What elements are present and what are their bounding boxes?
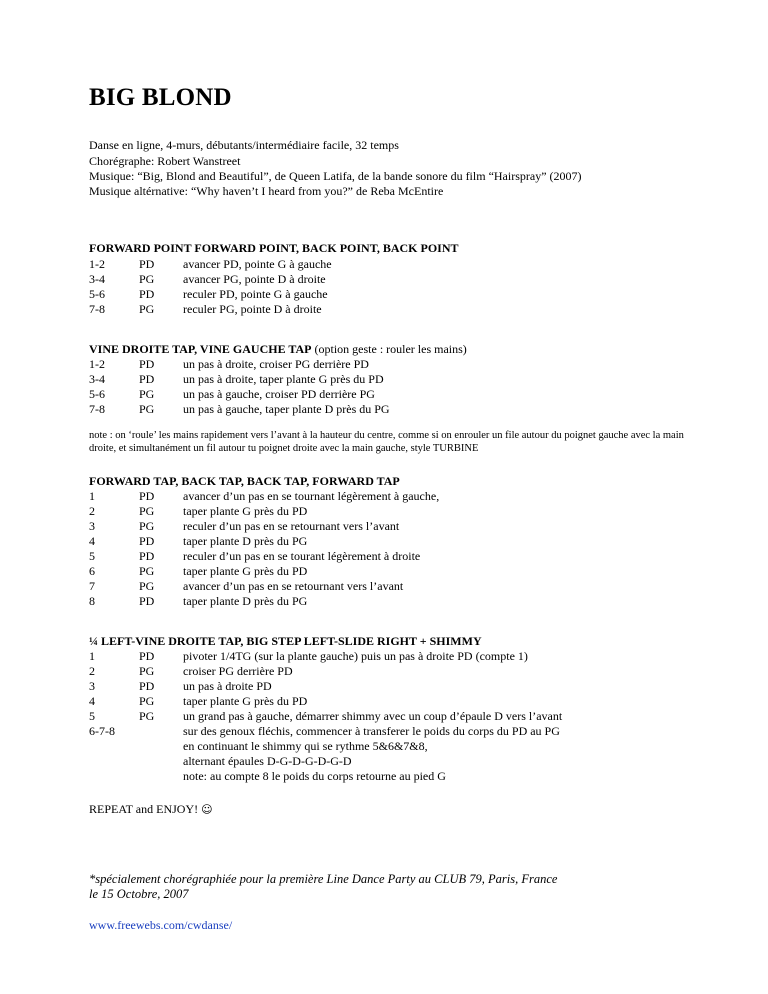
step-foot: PG xyxy=(139,519,155,533)
step-foot: PD xyxy=(139,549,155,563)
section-heading: VINE DROITE TAP, VINE GAUCHE TAP xyxy=(89,342,312,356)
step-desc: un pas à droite, croiser PG derrière PD xyxy=(183,357,369,371)
step-count: 5-6 xyxy=(89,287,105,301)
step-foot: PD xyxy=(139,649,155,663)
step-foot: PD xyxy=(139,372,155,386)
step-count: 7-8 xyxy=(89,402,105,416)
step-desc: reculer d’un pas en se retournant vers l’avant xyxy=(183,519,400,533)
step-foot: PG xyxy=(139,564,155,578)
step-desc: reculer PD, pointe G à gauche xyxy=(183,287,328,301)
step-count: 3 xyxy=(89,679,95,693)
step-desc: taper plante G près du PD xyxy=(183,564,308,578)
step-count: 8 xyxy=(89,594,95,608)
step-foot: PG xyxy=(139,579,155,593)
step-foot: PG xyxy=(139,709,155,723)
step-desc: avancer d’un pas en se tournant légèrement à gauche, xyxy=(183,489,440,503)
step-foot: PG xyxy=(139,387,155,401)
step-foot: PD xyxy=(139,257,155,271)
step-foot: PG xyxy=(139,504,155,518)
step-desc: taper plante G près du PD xyxy=(183,694,308,708)
step-count: 5-6 xyxy=(89,387,105,401)
step-foot: PD xyxy=(139,679,155,693)
repeat-line xyxy=(89,801,213,818)
section-heading: ¼ LEFT-VINE DROITE TAP, BIG STEP LEFT-SLIDE RIGHT + SHIMMY xyxy=(89,634,482,648)
step-desc: avancer PG, pointe D à droite xyxy=(183,272,326,286)
info-line: Danse en ligne, 4-murs, débutants/intermédiaire facile, 32 temps xyxy=(89,138,399,152)
step-desc: reculer PG, pointe D à droite xyxy=(183,302,322,316)
section-heading-line xyxy=(89,341,467,357)
step-desc: alternant épaules D-G-D-G-D-G-D xyxy=(183,754,352,768)
step-foot: PD xyxy=(139,489,155,503)
step-desc: sur des genoux fléchis, commencer à transferer le poids du corps du PD au PG xyxy=(183,724,560,738)
step-desc: reculer d’un pas en se tourant légèrement à droite xyxy=(183,549,421,563)
step-desc: croiser PG derrière PD xyxy=(183,664,293,678)
website-link[interactable]: www.freewebs.com/cwdanse/ xyxy=(89,918,233,932)
step-count: 3-4 xyxy=(89,372,105,386)
info-line: Chorégraphe: Robert Wanstreet xyxy=(89,154,241,168)
step-foot: PG xyxy=(139,402,155,416)
step-count: 6-7-8 xyxy=(89,724,115,738)
section-heading: FORWARD TAP, BACK TAP, BACK TAP, FORWARD TAP xyxy=(89,474,400,488)
step-foot: PD xyxy=(139,534,155,548)
step-desc: en continuant le shimmy qui se rythme 5&6&7&8, xyxy=(183,739,428,753)
step-desc: avancer d’un pas en se retournant vers l’avant xyxy=(183,579,404,593)
step-desc: taper plante D près du PG xyxy=(183,534,308,548)
step-count: 4 xyxy=(89,534,95,548)
section-heading: FORWARD POINT FORWARD POINT, BACK POINT, BACK POINT xyxy=(89,241,459,255)
turbine-note: note : on ‘roule’ les mains rapidement vers l’avant à la hauteur du centre, comme si on enrouler un file autour du poignet gauche avec la main droite, et simultanément un fil autour tu poignet droite avec la main gauche, style TURBINE xyxy=(89,430,684,454)
step-count: 1 xyxy=(89,649,95,663)
step-foot: PG xyxy=(139,272,155,286)
step-count: 6 xyxy=(89,564,95,578)
step-desc: un pas à gauche, croiser PD derrière PG xyxy=(183,387,375,401)
info-line: Musique: “Big, Blond and Beautiful”, de Queen Latifa, de la bande sonore du film “Hairspray” (2007) xyxy=(89,169,582,183)
info-line: Musique altérnative: “Why haven’t I heard from you?” de Reba McEntire xyxy=(89,184,444,198)
step-desc: taper plante D près du PG xyxy=(183,594,308,608)
step-desc: note: au compte 8 le poids du corps retourne au pied G xyxy=(183,769,446,783)
repeat-text: REPEAT and ENJOY! xyxy=(89,802,199,816)
step-desc: avancer PD, pointe G à gauche xyxy=(183,257,332,271)
step-foot: PD xyxy=(139,357,155,371)
smiley-icon: ☺ xyxy=(201,803,213,816)
footer-date: le 15 Octobre, 2007 xyxy=(89,887,189,901)
step-desc: un pas à droite PD xyxy=(183,679,272,693)
step-count: 1 xyxy=(89,489,95,503)
step-count: 3-4 xyxy=(89,272,105,286)
section-heading-extra: (option geste : rouler les mains) xyxy=(311,342,467,356)
step-foot: PG xyxy=(139,664,155,678)
step-desc: pivoter 1/4TG (sur la plante gauche) puis un pas à droite PD (compte 1) xyxy=(183,649,528,663)
step-foot: PD xyxy=(139,594,155,608)
step-count: 7-8 xyxy=(89,302,105,316)
step-count: 1-2 xyxy=(89,357,105,371)
step-count: 4 xyxy=(89,694,95,708)
step-foot: PG xyxy=(139,694,155,708)
step-count: 7 xyxy=(89,579,95,593)
step-desc: un pas à droite, taper plante G près du PD xyxy=(183,372,384,386)
step-foot: PG xyxy=(139,302,155,316)
step-desc: taper plante G près du PD xyxy=(183,504,308,518)
step-desc: un grand pas à gauche, démarrer shimmy avec un coup d’épaule D vers l’avant xyxy=(183,709,563,723)
step-count: 3 xyxy=(89,519,95,533)
step-count: 1-2 xyxy=(89,257,105,271)
step-count: 2 xyxy=(89,664,95,678)
step-foot: PD xyxy=(139,287,155,301)
dance-title: BIG BLOND xyxy=(89,84,232,111)
footer-dedication: *spécialement chorégraphiée pour la première Line Dance Party au CLUB 79, Paris, France xyxy=(89,872,558,886)
step-count: 5 xyxy=(89,709,95,723)
step-desc: un pas à gauche, taper plante D près du PG xyxy=(183,402,390,416)
step-count: 2 xyxy=(89,504,95,518)
step-count: 5 xyxy=(89,549,95,563)
